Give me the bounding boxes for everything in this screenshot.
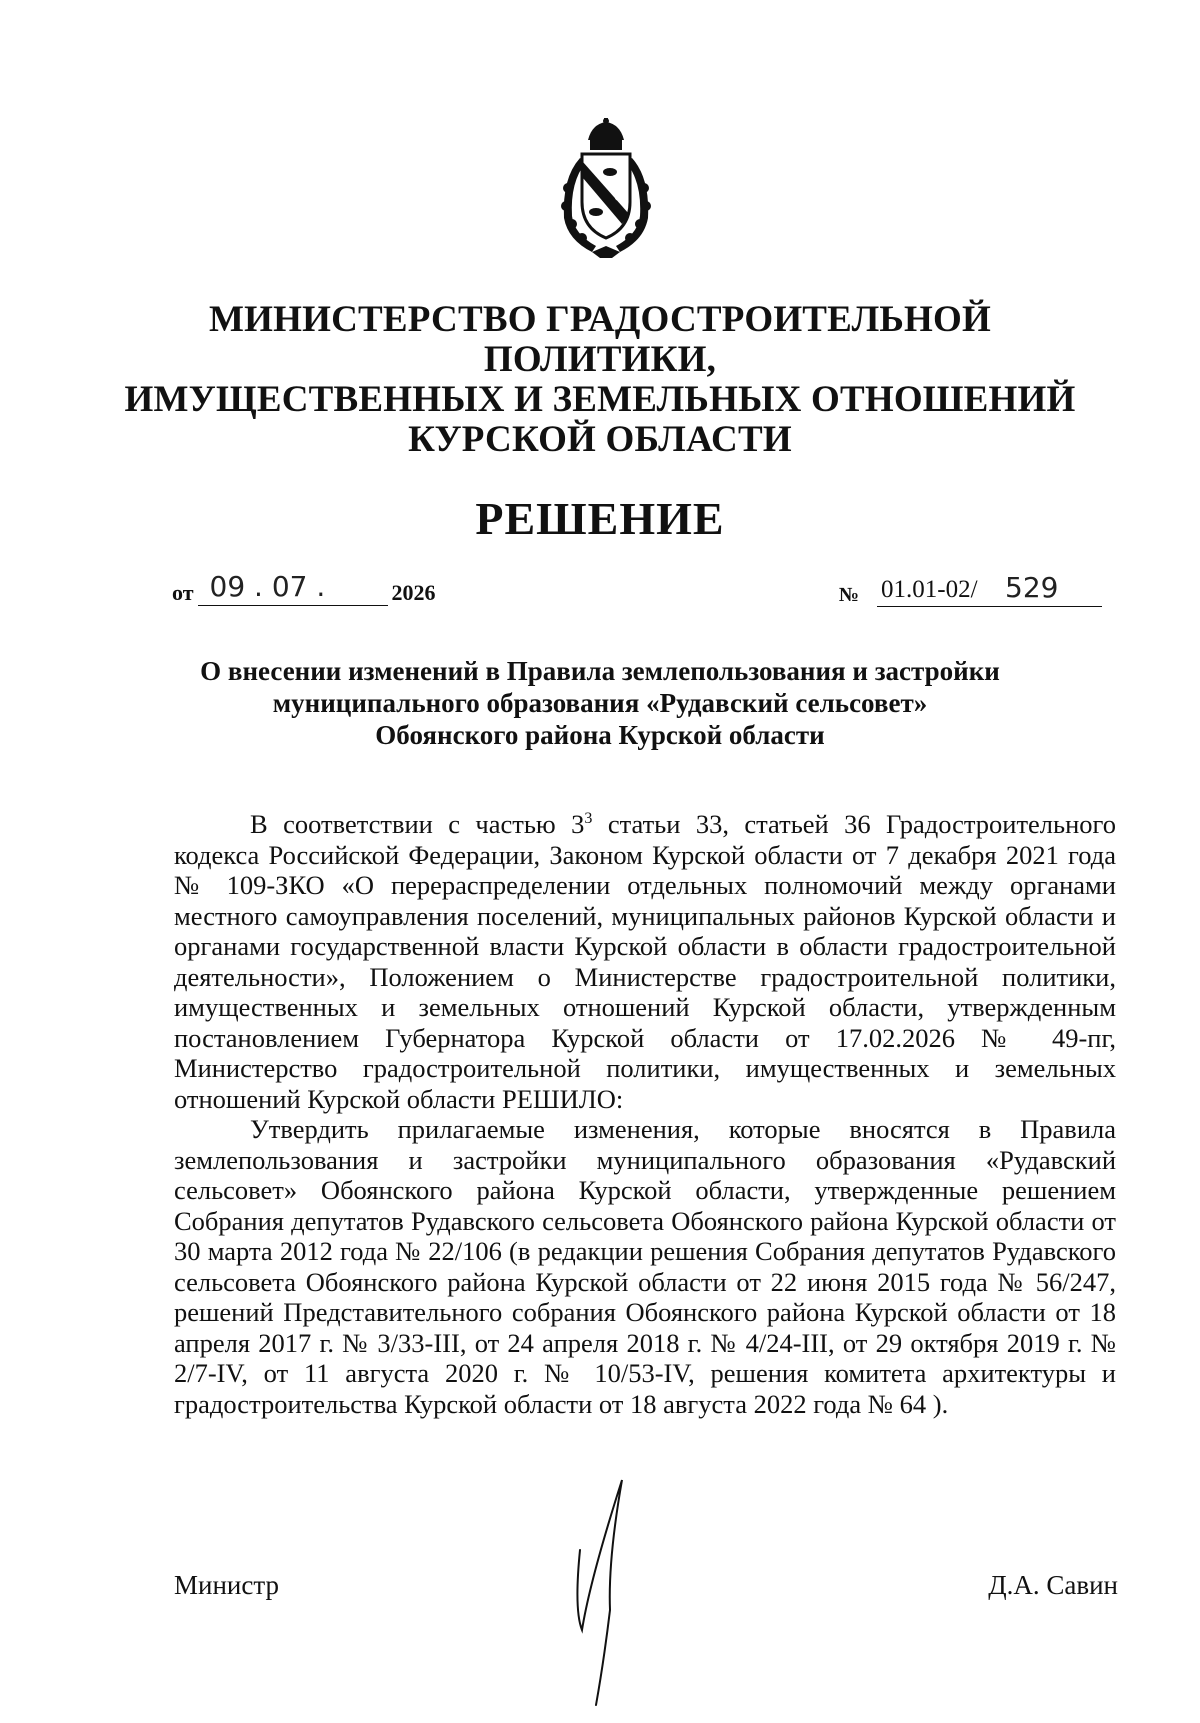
- signatory-role: Министр: [174, 1570, 279, 1600]
- ministry-line: КУРСКОЙ ОБЛАСТИ: [408, 419, 792, 460]
- ministry-line: МИНИСТЕРСТВО ГРАДОСТРОИТЕЛЬНОЙ ПОЛИТИКИ,: [209, 299, 991, 380]
- kursk-coat-of-arms-icon: [552, 118, 660, 258]
- paragraph-text: статьи 33, статьей 36 Градостроительного кодекса Российской Федерации, Законом Курской области от 7 декабря 2021 года № 109-ЗКО «О перераспределении отдельных полномочий между органами местного самоуправления поселений, муниципальных районов Курской области и органами государственной власти Курской области в области градостроительной деятельности», Положением о Министерстве градостроительной политики, имущественных и земельных отношений Курской области, утвержденным постановлением Губернатора Курской области от 17.02.2026 № 49-пг, Министерство градостроительной политики, имущественных и земельных отношений Курской области РЕШИЛО:: [174, 809, 1116, 1114]
- body-paragraph: Утвердить прилагаемые изменения, которые вносятся в Правила землепользования и застройки муниципального образования «Рудавский сельсовет» Обоянского района Курской области, утвержденные решением Собрания депутатов Рудавского сельсовета Обоянского района Курской области от 30 марта 2012 года № 22/106 (в редакции решения Собрания депутатов Рудавского сельсовета Обоянского района Курской области от 22 июня 2015 года № 56/247, решений Представительного собрания Обоянского района Курской области от 18 апреля 2017 г. № 3/33-III, от 24 апреля 2018 г. № 4/24-III, от 29 октября 2019 г. № 2/7-IV, от 11 августа 2020 г. № 10/53-IV, решения комитета архитектуры и градостроительства Курской области от 18 августа 2022 года № 64 ).: [174, 1114, 1116, 1419]
- document-type: РЕШЕНИЕ: [475, 493, 725, 544]
- ministry-title: [100, 300, 1100, 460]
- subject-line: Обоянского района Курской области: [375, 720, 825, 750]
- superscript: 3: [584, 810, 593, 828]
- handwritten-date: 09 . 07 .: [209, 570, 326, 603]
- body-paragraph: [174, 809, 1116, 1114]
- date-prefix: от: [172, 580, 194, 605]
- document-subject: [100, 655, 1100, 751]
- ministry-line: ИМУЩЕСТВЕННЫХ И ЗЕМЕЛЬНЫХ ОТНОШЕНИЙ: [124, 379, 1076, 420]
- number-sign: №: [838, 584, 859, 606]
- subject-line: О внесении изменений в Правила землепользования и застройки: [200, 656, 1000, 686]
- subject-line: муниципального образования «Рудавский сельсовет»: [272, 688, 928, 718]
- handwritten-signature: [560, 1460, 660, 1710]
- date-field: [198, 570, 388, 606]
- document-number: [838, 571, 1102, 607]
- document-date: [172, 570, 436, 606]
- paragraph-text: В соответствии с частью 3: [250, 809, 585, 839]
- date-year: 2026: [391, 580, 436, 605]
- signatory-name: Д.А. Савин: [988, 1570, 1118, 1600]
- document-body: [174, 809, 1116, 1419]
- number-field: [877, 571, 1102, 607]
- handwritten-number: 529: [1005, 571, 1059, 604]
- number-prefix: 01.01-02/: [881, 576, 978, 603]
